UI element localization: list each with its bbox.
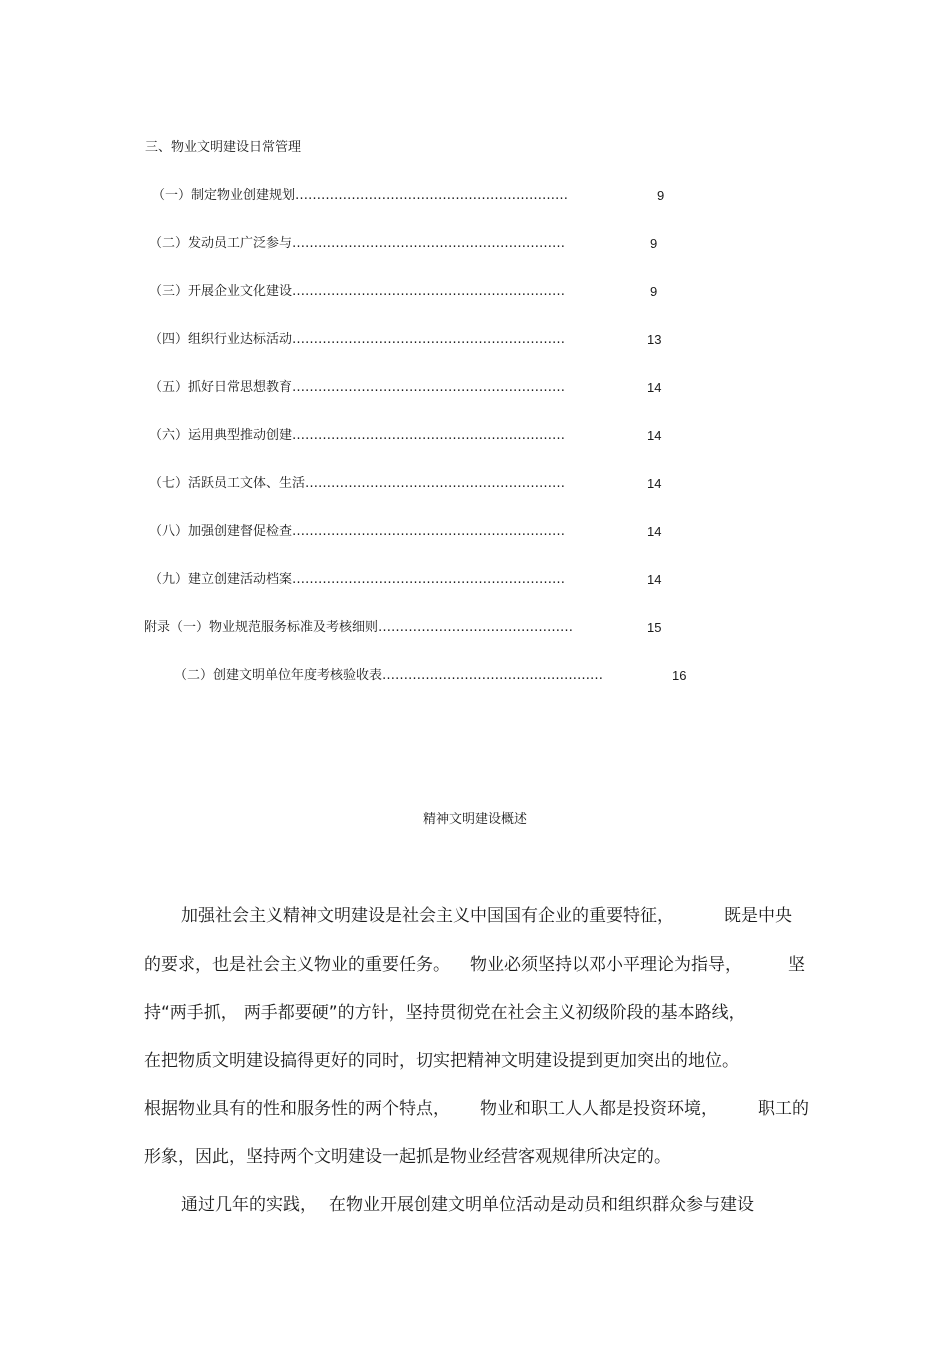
toc-page-number: 9 [657,188,665,203]
paragraph-line [144,1001,746,1025]
line-segment: 既是中央 [724,906,792,926]
toc-page-number: 14 [647,572,662,587]
toc-entry: （五）抓好日常思想教育……………………………………………………… [149,380,566,395]
toc-entry: （一）制定物业创建规划……………………………………………………… [152,188,569,203]
line-segment: 在物业开展创建文明单位活动是动员和组织群众参与建设 [329,1195,754,1215]
line-segment: 根据物业具有的性和服务性的两个特点， [144,1099,450,1119]
toc-entry: （三）开展企业文化建设……………………………………………………… [149,284,566,299]
line-segment: 物业和职工人人都是投资环境， [480,1099,718,1119]
toc-entry: （二）创建文明单位年度考核验收表…………………………………………… [174,668,604,683]
toc-page-number: 13 [647,332,662,347]
paragraph-line [144,1145,671,1169]
line-segment: 的要求，也是社会主义物业的重要任务。 [144,955,450,975]
line-segment: 物业必须坚持以邓小平理论为指导， [470,955,742,975]
line-segment: 形象，因此，坚持两个文明建设一起抓是物业经营客观规律所决定的。 [144,1147,671,1167]
line-segment: 加强社会主义精神文明建设是社会主义中国国有企业的重要特征， [181,906,674,926]
paragraph-line [181,1193,754,1217]
toc-page-number: 16 [672,668,687,683]
toc-entry: （七）活跃员工文体、生活…………………………………………………… [149,476,566,491]
toc-entry: （八）加强创建督促检查……………………………………………………… [149,524,566,539]
paragraph-line [144,1049,739,1073]
paragraph-line [181,904,792,928]
paragraph-line [144,1097,809,1121]
line-segment: 通过几年的实践， [181,1195,317,1215]
toc-page-number: 14 [647,428,662,443]
toc-entry: （九）建立创建活动档案……………………………………………………… [149,572,566,587]
section-title: 精神文明建设概述 [422,812,527,827]
toc-page-number: 9 [650,284,658,299]
toc-page-number: 9 [650,236,658,251]
toc-page-number: 15 [647,620,662,635]
toc-entry: （二）发动员工广泛参与……………………………………………………… [149,236,566,251]
line-segment: 在把物质文明建设搞得更好的同时，切实把精神文明建设提到更加突出的地位。 [144,1051,739,1071]
line-segment: 两手都要硬”的方针，坚持贯彻党在社会主义初级阶段的基本路线， [243,1003,746,1023]
toc-page-number: 14 [647,380,662,395]
toc-entry: （四）组织行业达标活动……………………………………………………… [149,332,566,347]
toc-page-number: 14 [647,476,662,491]
line-segment: 职工的 [758,1099,809,1119]
toc-heading: 三、物业文明建设日常管理 [145,140,302,155]
toc-page-number: 14 [647,524,662,539]
line-segment: 坚 [788,955,805,975]
toc-entry: （六）运用典型推动创建……………………………………………………… [149,428,566,443]
paragraph-line [144,953,805,977]
toc-entry: 附录（一）物业规范服务标准及考核细则……………………………………… [144,620,574,635]
line-segment: 持“两手抓， [144,1003,238,1023]
